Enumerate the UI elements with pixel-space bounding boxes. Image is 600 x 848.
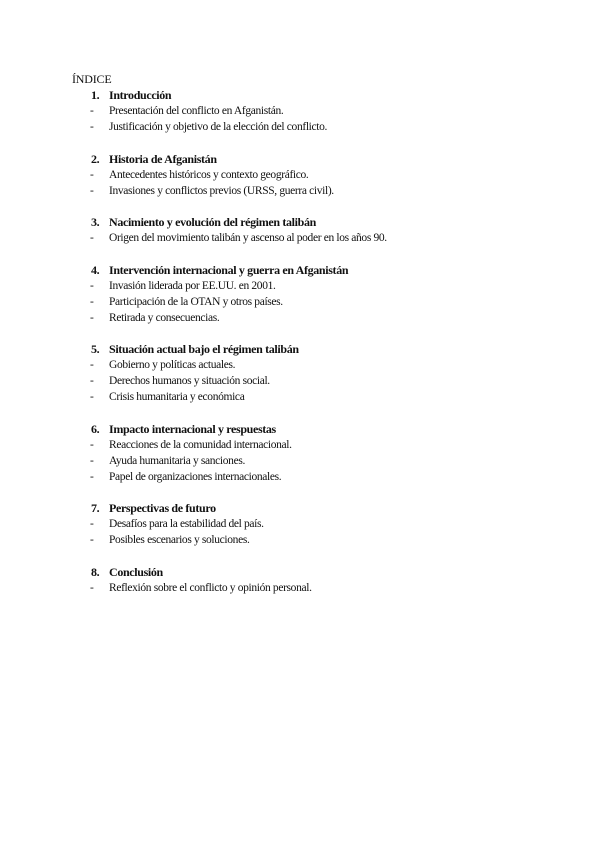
toc-section — [0, 151, 600, 199]
list-item — [0, 230, 600, 246]
section-number: 3. — [91, 215, 100, 229]
list-item-text: Papel de organizaciones internacionales. — [109, 470, 282, 483]
list-item — [0, 580, 600, 596]
list-item — [0, 294, 600, 310]
list-item — [0, 389, 600, 405]
section-title: Historia de Afganistán — [109, 151, 217, 166]
bullet-dash: - — [90, 518, 94, 530]
section-title: Nacimiento y evolución del régimen talibán — [109, 215, 316, 229]
bullet-dash: - — [90, 534, 94, 546]
bullet-dash: - — [90, 454, 94, 467]
section-heading — [0, 214, 600, 230]
section-heading — [0, 500, 600, 516]
list-item-text: Antecedentes históricos y contexto geográfico. — [109, 168, 309, 181]
toc-section — [0, 87, 600, 135]
section-number: 7. — [91, 501, 100, 515]
bullet-dash: - — [90, 279, 94, 292]
section-number: 6. — [91, 421, 100, 436]
bullet-dash: - — [90, 311, 94, 324]
list-item-text: Participación de la OTAN y otros países. — [109, 295, 283, 308]
list-item-text: Justificación y objetivo de la elección del conflicto. — [109, 121, 328, 133]
section-title: Conclusión — [109, 564, 163, 579]
toc-section — [0, 341, 600, 405]
table-of-contents — [0, 87, 600, 611]
section-title: Intervención internacional y guerra en Afganistán — [109, 262, 349, 277]
list-item — [0, 278, 600, 294]
list-item-text: Ayuda humanitaria y sanciones. — [109, 454, 245, 467]
bullet-dash: - — [90, 168, 94, 181]
list-item — [0, 103, 600, 119]
bullet-dash: - — [90, 391, 94, 403]
section-title: Perspectivas de futuro — [109, 501, 216, 515]
list-item-text: Retirada y consecuencias. — [109, 311, 220, 324]
section-heading — [0, 564, 600, 580]
toc-section — [0, 214, 600, 246]
section-number: 8. — [91, 564, 100, 579]
section-title: Introducción — [109, 88, 172, 102]
list-item — [0, 532, 600, 548]
toc-section — [0, 262, 600, 326]
bullet-dash: - — [90, 184, 94, 197]
list-item-text: Invasiones y conflictos previos (URSS, guerra civil). — [109, 184, 334, 197]
bullet-dash: - — [90, 438, 94, 451]
bullet-dash: - — [90, 581, 94, 594]
list-item — [0, 167, 600, 183]
section-title: Impacto internacional y respuestas — [109, 421, 276, 436]
bullet-dash: - — [90, 121, 94, 133]
list-item — [0, 469, 600, 485]
list-item-text: Reacciones de la comunidad internacional. — [109, 438, 292, 451]
list-item-text: Origen del movimiento talibán y ascenso al poder en los años 90. — [109, 232, 387, 244]
section-number: 4. — [91, 262, 100, 277]
bullet-dash: - — [90, 232, 94, 244]
list-item — [0, 119, 600, 135]
section-heading — [0, 262, 600, 278]
index-title: ÍNDICE — [72, 72, 112, 86]
toc-section — [0, 564, 600, 596]
list-item-text: Desafíos para la estabilidad del país. — [109, 518, 264, 530]
list-item — [0, 437, 600, 453]
list-item-text: Posibles escenarios y soluciones. — [109, 534, 250, 546]
section-heading — [0, 151, 600, 167]
section-heading — [0, 421, 600, 437]
section-number: 2. — [91, 151, 100, 166]
list-item — [0, 183, 600, 199]
list-item-text: Reflexión sobre el conflicto y opinión personal. — [109, 581, 312, 594]
list-item-text: Crisis humanitaria y económica — [109, 391, 245, 403]
list-item — [0, 373, 600, 389]
section-number: 5. — [91, 342, 100, 356]
list-item-text: Gobierno y políticas actuales. — [109, 359, 236, 371]
list-item — [0, 516, 600, 532]
bullet-dash: - — [90, 375, 94, 387]
section-heading — [0, 341, 600, 357]
section-heading — [0, 87, 600, 103]
list-item — [0, 357, 600, 373]
bullet-dash: - — [90, 359, 94, 371]
section-number: 1. — [91, 88, 100, 102]
bullet-dash: - — [90, 470, 94, 483]
list-item — [0, 310, 600, 326]
list-item-text: Derechos humanos y situación social. — [109, 375, 270, 387]
list-item — [0, 453, 600, 469]
bullet-dash: - — [90, 295, 94, 308]
toc-section — [0, 421, 600, 485]
toc-section — [0, 500, 600, 548]
list-item-text: Presentación del conflicto en Afganistán. — [109, 105, 284, 117]
bullet-dash: - — [90, 105, 94, 117]
list-item-text: Invasión liderada por EE.UU. en 2001. — [109, 279, 276, 292]
section-title: Situación actual bajo el régimen talibán — [109, 342, 299, 356]
